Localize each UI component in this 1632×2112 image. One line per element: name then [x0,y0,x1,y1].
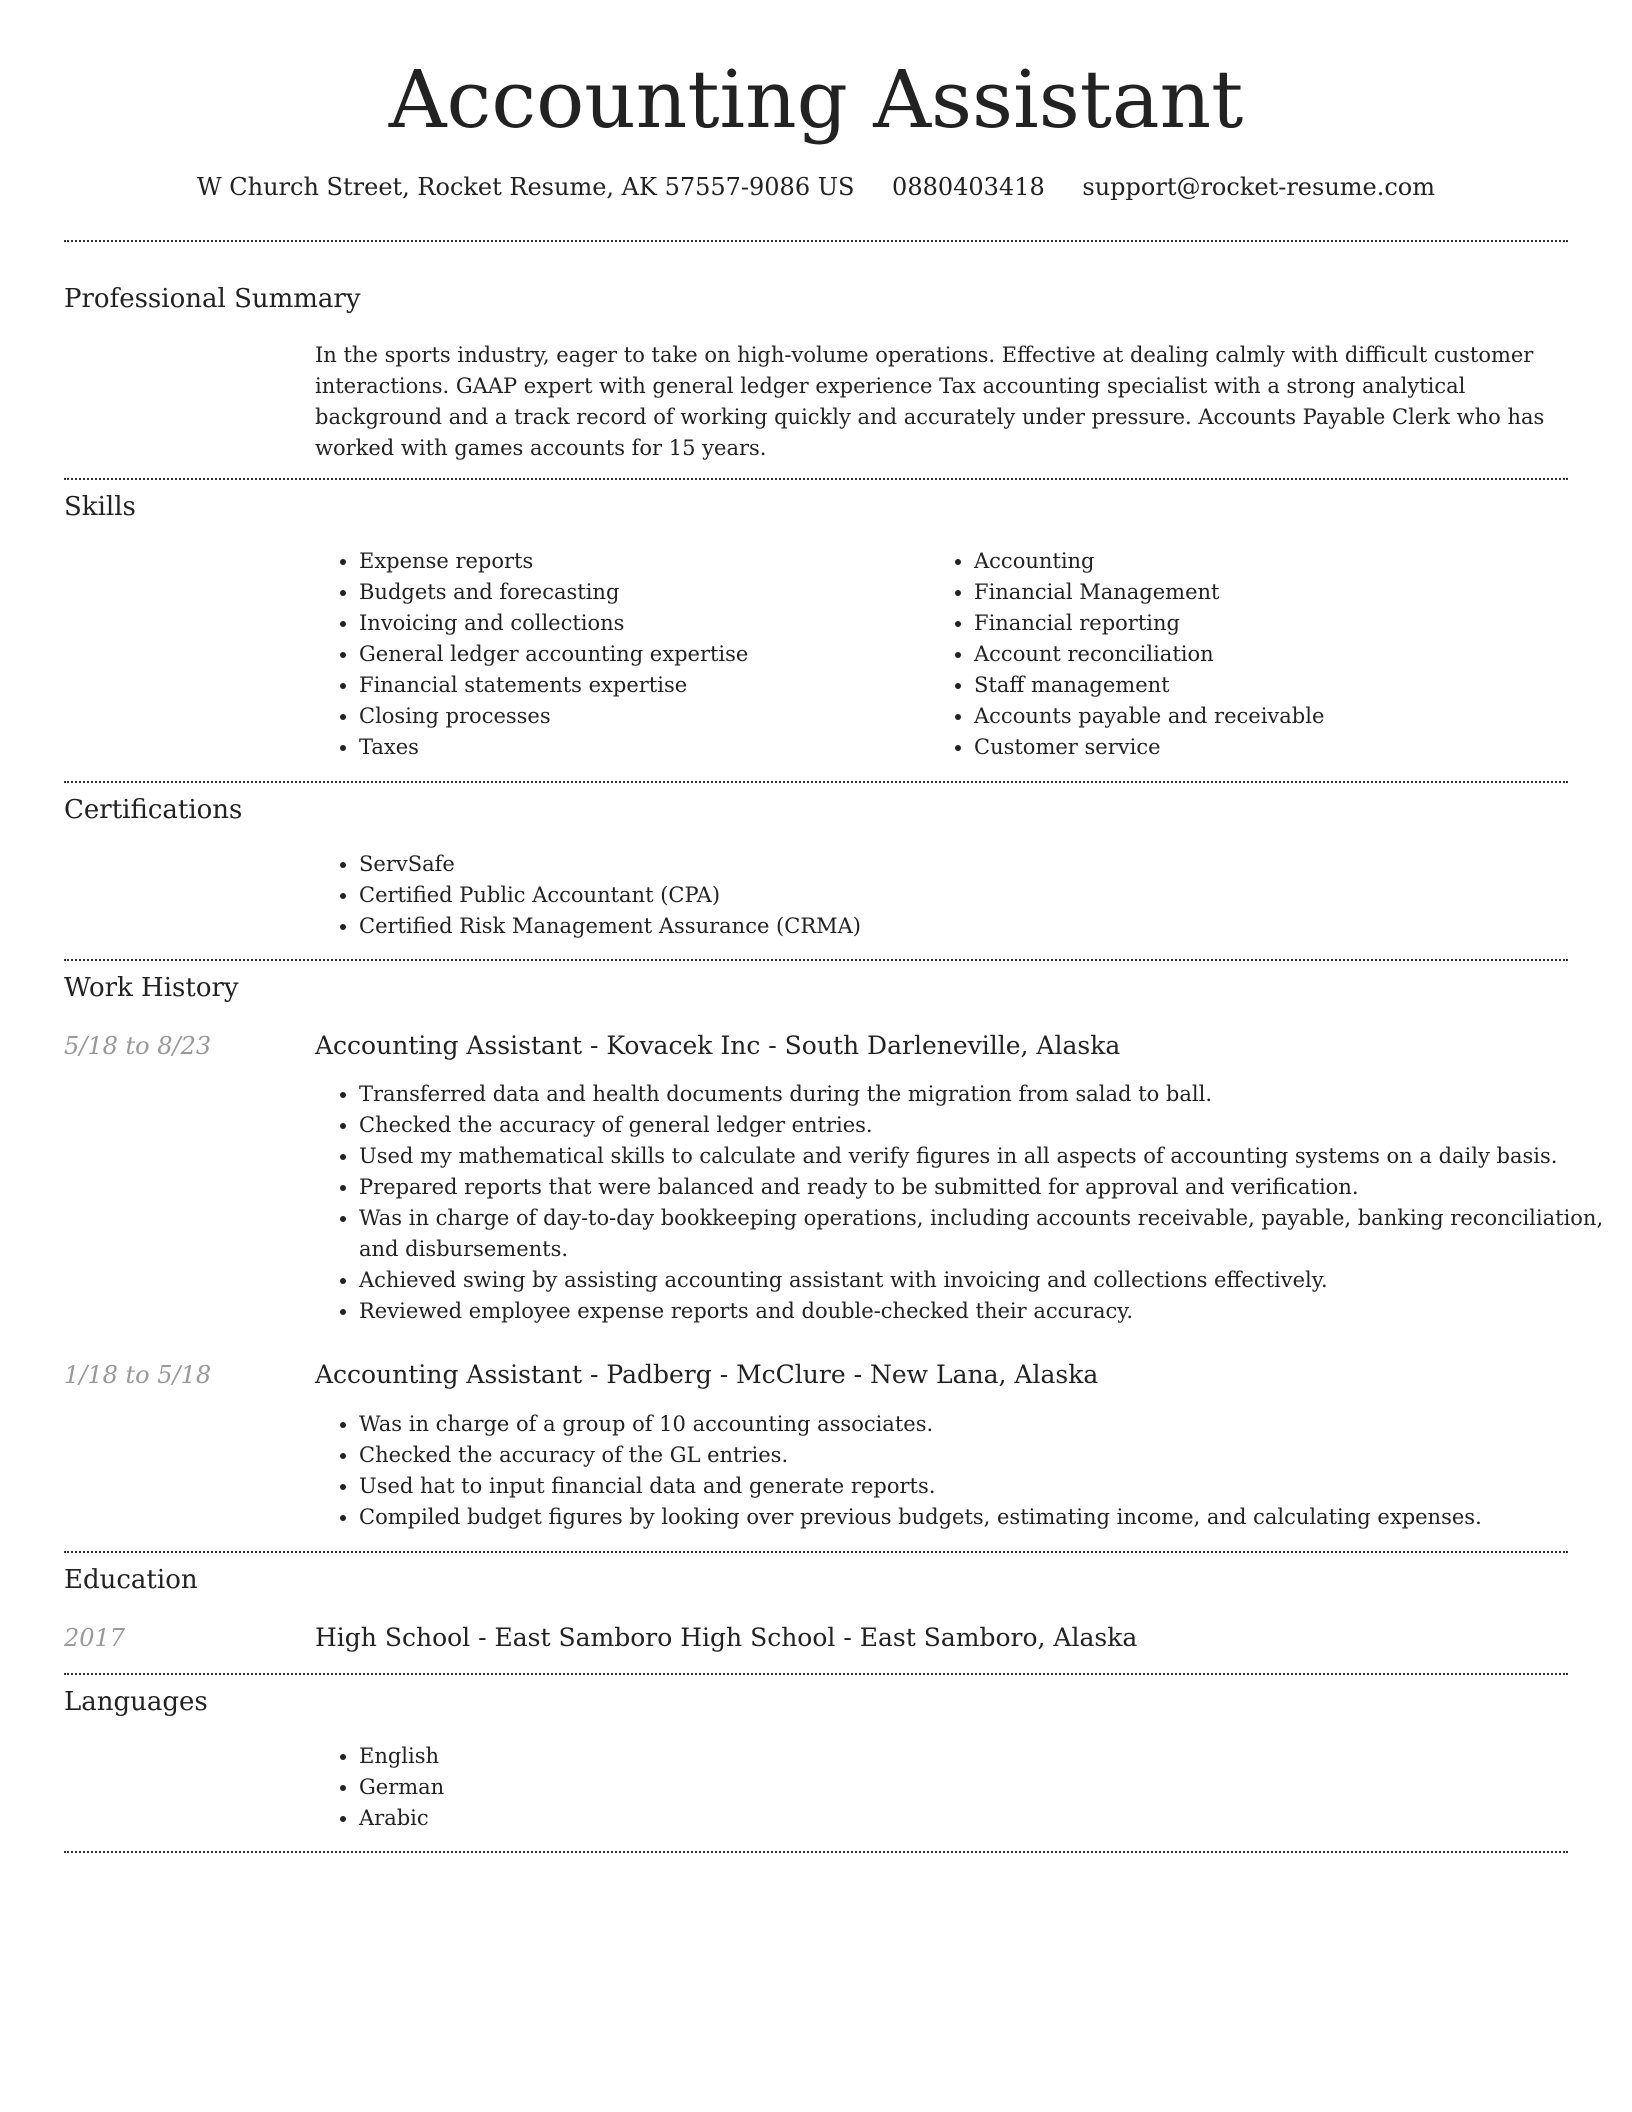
list-item: • Invoicing and collections [359,608,919,639]
divider [64,781,1568,783]
list-item: • Financial Management [974,577,1574,608]
contact-line [0,170,1632,204]
section-title-languages: Languages [64,1687,208,1717]
divider [64,240,1568,242]
list-item: • General ledger accounting expertise [359,639,919,670]
job-date: 5/18 to 8/23 [64,1032,212,1060]
list-item: • English [359,1741,959,1772]
list-item: • Achieved swing by assisting accounting assistant with invoicing and collections effectively. [359,1265,1612,1296]
job-bullets [315,1079,1612,1327]
list-item: • Staff management [974,670,1574,701]
list-item: • Transferred data and health documents during the migration from salad to ball. [359,1079,1612,1110]
contact-phone: 0880403418 [892,173,1045,201]
divider [64,1851,1568,1853]
list-item: • Was in charge of day-to-day bookkeeping operations, including accounts receivable, payable, banking reconciliation, and disbursements. [359,1203,1612,1265]
list-item: • Prepared reports that were balanced and ready to be submitted for approval and verification. [359,1172,1612,1203]
education-heading: High School - East Samboro High School - East Samboro, Alaska [315,1623,1138,1652]
contact-address: W Church Street, Rocket Resume, AK 57557-9086 US [196,173,855,201]
list-item: • Reviewed employee expense reports and double-checked their accuracy. [359,1296,1612,1327]
list-item: • Customer service [974,732,1574,763]
summary-text: In the sports industry, eager to take on high-volume operations. Effective at dealing calmly with difficult customer interactions. GAAP expert with general ledger experience Tax accounting specialist with a strong analytical background and a track record of working quickly and accurately under pressure. Accounts Payable Clerk who has worked with games accounts for 15 years. [315,343,1545,460]
resume-name: Accounting Assistant [388,53,1244,146]
list-item: • Expense reports [359,546,919,577]
education-date: 2017 [64,1624,126,1652]
list-item: • Certified Public Accountant (CPA) [359,880,1559,911]
list-item: • ServSafe [359,849,1559,880]
section-title-certifications: Certifications [64,795,243,825]
contact-email: support@rocket-resume.com [1082,173,1436,201]
list-item: • Checked the accuracy of the GL entries. [359,1440,1612,1471]
list-item: • Financial statements expertise [359,670,919,701]
list-item: • Taxes [359,732,919,763]
divider [64,478,1568,480]
list-item: • Account reconciliation [974,639,1574,670]
languages-list [315,1741,959,1834]
list-item: • Used my mathematical skills to calculate and verify figures in all aspects of accounting systems on a daily basis. [359,1141,1612,1172]
job-bullets [315,1409,1612,1533]
list-item: • Arabic [359,1803,959,1834]
certifications-list [315,849,1559,942]
section-title-education: Education [64,1565,198,1595]
divider [64,959,1568,961]
list-item: • Certified Risk Management Assurance (CRMA) [359,911,1559,942]
section-title-skills: Skills [64,492,136,522]
skills-list-right [930,546,1574,763]
list-item: • Was in charge of a group of 10 accounting associates. [359,1409,1612,1440]
list-item: • Closing processes [359,701,919,732]
list-item: • Accounting [974,546,1574,577]
list-item: • Used hat to input financial data and generate reports. [359,1471,1612,1502]
section-title-work-history: Work History [64,973,239,1003]
job-heading: Accounting Assistant - Kovacek Inc - South Darleneville, Alaska [315,1031,1121,1060]
job-date: 1/18 to 5/18 [64,1361,212,1389]
section-title-summary: Professional Summary [64,284,361,314]
skills-list-left [315,546,919,763]
list-item: • Compiled budget figures by looking over previous budgets, estimating income, and calculating expenses. [359,1502,1612,1533]
list-item: • Accounts payable and receivable [974,701,1574,732]
divider [64,1673,1568,1675]
list-item: • Financial reporting [974,608,1574,639]
list-item: • German [359,1772,959,1803]
job-heading: Accounting Assistant - Padberg - McClure - New Lana, Alaska [315,1360,1099,1389]
divider [64,1551,1568,1553]
list-item: • Budgets and forecasting [359,577,919,608]
list-item: • Checked the accuracy of general ledger entries. [359,1110,1612,1141]
